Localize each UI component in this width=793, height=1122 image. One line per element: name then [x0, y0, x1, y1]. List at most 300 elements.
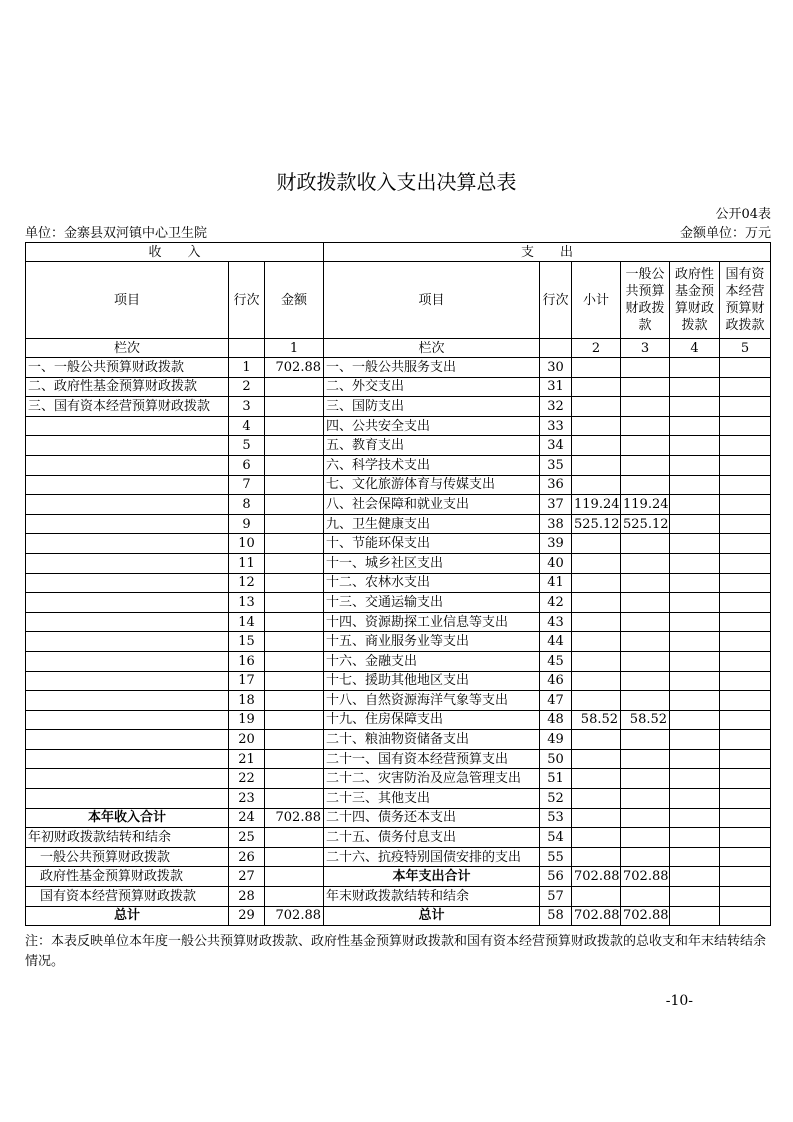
table-row [26, 553, 771, 573]
income-amount-cell [265, 397, 324, 417]
income-amount-cell [265, 612, 324, 632]
income-row-no-cell: 17 [229, 671, 265, 691]
income-row-no-cell: 24 [229, 808, 265, 828]
income-amount-cell [265, 475, 324, 495]
table-row [26, 730, 771, 750]
income-row-no-cell: 18 [229, 691, 265, 711]
general-budget-cell [621, 377, 670, 397]
budget-table [25, 242, 771, 926]
subtotal-cell: 702.88 [572, 867, 621, 887]
income-row-no-cell: 8 [229, 495, 265, 515]
gov-fund-cell [670, 808, 720, 828]
expense-row-no-cell: 40 [540, 553, 572, 573]
gov-fund-cell [670, 651, 720, 671]
income-item-cell [26, 612, 229, 632]
gov-fund-cell [670, 455, 720, 475]
state-capital-cell [720, 573, 771, 593]
expense-item-cell: 六、科学技术支出 [324, 455, 540, 475]
income-row-no-cell: 2 [229, 377, 265, 397]
income-amount-cell [265, 534, 324, 554]
expense-item-cell: 二十二、灾害防治及应急管理支出 [324, 769, 540, 789]
table-row [26, 906, 771, 926]
state-capital-cell [720, 749, 771, 769]
general-budget-cell [621, 749, 670, 769]
expense-row-no-cell: 44 [540, 632, 572, 652]
income-item-cell [26, 455, 229, 475]
state-capital-cell [720, 553, 771, 573]
table-row [26, 808, 771, 828]
income-amount-cell: 702.88 [265, 358, 324, 378]
subtotal-cell: 702.88 [572, 906, 621, 926]
expense-item-cell: 十、节能环保支出 [324, 534, 540, 554]
expense-row-no-cell: 53 [540, 808, 572, 828]
income-row-no-cell: 29 [229, 906, 265, 926]
gov-fund-cell [670, 475, 720, 495]
expense-item-cell: 五、教育支出 [324, 436, 540, 456]
general-budget-cell [621, 593, 670, 613]
subtotal-cell [572, 358, 621, 378]
gov-fund-cell [670, 377, 720, 397]
income-item-cell [26, 436, 229, 456]
table-row [26, 828, 771, 848]
expense-item-cell: 二、外交支出 [324, 377, 540, 397]
state-capital-cell [720, 671, 771, 691]
expense-item-cell: 十七、援助其他地区支出 [324, 671, 540, 691]
table-row [26, 847, 771, 867]
col-num-1: 1 [265, 339, 324, 358]
income-row-no-cell: 14 [229, 612, 265, 632]
general-budget-cell [621, 358, 670, 378]
page-title: 财政拨款收入支出决算总表 [276, 170, 517, 194]
state-capital-cell [720, 514, 771, 534]
table-row [26, 789, 771, 809]
income-amount-cell [265, 416, 324, 436]
income-item-cell: 一般公共预算财政拨款 [26, 847, 229, 867]
subtotal-cell [572, 573, 621, 593]
state-capital-cell [720, 828, 771, 848]
income-row-no-cell: 11 [229, 553, 265, 573]
income-item-cell [26, 573, 229, 593]
gov-fund-cell [670, 730, 720, 750]
gov-fund-cell [670, 867, 720, 887]
table-row [26, 671, 771, 691]
expense-row-no-cell: 36 [540, 475, 572, 495]
expense-row-no-cell: 57 [540, 887, 572, 907]
expense-item-cell: 二十五、债务付息支出 [324, 828, 540, 848]
income-row-no-cell: 9 [229, 514, 265, 534]
table-row [26, 612, 771, 632]
subtotal-cell [572, 828, 621, 848]
expense-row-no-cell: 43 [540, 612, 572, 632]
income-item-cell [26, 769, 229, 789]
income-row-no-cell: 28 [229, 887, 265, 907]
income-amount-cell [265, 887, 324, 907]
gov-fund-cell [670, 436, 720, 456]
state-capital-cell [720, 495, 771, 515]
unit-label: 单位：金寨县双河镇中心卫生院 [25, 226, 208, 241]
state-capital-cell [720, 847, 771, 867]
general-budget-cell: 119.24 [621, 495, 670, 515]
income-amount-cell [265, 651, 324, 671]
income-row-no-cell: 7 [229, 475, 265, 495]
state-capital-cell [720, 769, 771, 789]
income-amount-cell [265, 377, 324, 397]
gov-fund-cell [670, 789, 720, 809]
income-row-no-cell: 3 [229, 397, 265, 417]
gov-fund-cell [670, 749, 720, 769]
income-row-no-cell: 20 [229, 730, 265, 750]
expense-row-no-cell: 41 [540, 573, 572, 593]
expense-row-no-cell: 51 [540, 769, 572, 789]
gov-fund-cell [670, 710, 720, 730]
income-amount-cell [265, 749, 324, 769]
income-row-no-cell: 4 [229, 416, 265, 436]
expense-item-cell: 八、社会保障和就业支出 [324, 495, 540, 515]
state-capital-cell [720, 475, 771, 495]
state-capital-cell [720, 867, 771, 887]
income-row-no-cell: 23 [229, 789, 265, 809]
state-capital-cell [720, 651, 771, 671]
expense-item-cell: 十六、金融支出 [324, 651, 540, 671]
income-row-no-cell: 13 [229, 593, 265, 613]
gov-fund-header: 政府性基金预算财政拨款 [670, 262, 720, 339]
income-row-no-cell: 27 [229, 867, 265, 887]
empty-cell [540, 339, 572, 358]
income-item-cell [26, 671, 229, 691]
income-amount-cell [265, 455, 324, 475]
general-budget-cell [621, 691, 670, 711]
state-capital-cell [720, 906, 771, 926]
income-amount-cell [265, 573, 324, 593]
expense-row-no-cell: 45 [540, 651, 572, 671]
subtotal-cell [572, 377, 621, 397]
income-amount-cell [265, 769, 324, 789]
expense-item-cell: 十三、交通运输支出 [324, 593, 540, 613]
gov-fund-cell [670, 553, 720, 573]
gov-fund-cell [670, 514, 720, 534]
subtotal-cell [572, 455, 621, 475]
expense-row-no-cell: 50 [540, 749, 572, 769]
income-row-no-cell: 10 [229, 534, 265, 554]
expense-row-no-cell: 54 [540, 828, 572, 848]
general-budget-cell [621, 553, 670, 573]
subtotal-cell [572, 808, 621, 828]
income-item-cell [26, 691, 229, 711]
income-amount-cell [265, 495, 324, 515]
expense-row-no-cell: 49 [540, 730, 572, 750]
expense-item-cell: 二十一、国有资本经营预算支出 [324, 749, 540, 769]
expense-row-no-cell: 39 [540, 534, 572, 554]
table-row [26, 475, 771, 495]
gov-fund-cell [670, 691, 720, 711]
income-amount-cell [265, 436, 324, 456]
subtotal-cell [572, 416, 621, 436]
income-row-no-header: 行次 [229, 262, 265, 339]
expense-item-cell: 三、国防支出 [324, 397, 540, 417]
gov-fund-cell [670, 573, 720, 593]
gov-fund-cell [670, 534, 720, 554]
form-number: 公开04表 [715, 207, 771, 222]
general-budget-cell [621, 769, 670, 789]
table-row [26, 769, 771, 789]
income-item-cell: 国有资本经营预算财政拨款 [26, 887, 229, 907]
expense-row-no-header: 行次 [540, 262, 572, 339]
expense-item-cell: 本年支出合计 [324, 867, 540, 887]
expense-row-no-cell: 52 [540, 789, 572, 809]
income-amount-cell [265, 632, 324, 652]
income-item-cell [26, 514, 229, 534]
state-capital-cell [720, 730, 771, 750]
income-item-cell: 二、政府性基金预算财政拨款 [26, 377, 229, 397]
income-amount-cell [265, 789, 324, 809]
expense-item-cell: 十八、自然资源海洋气象等支出 [324, 691, 540, 711]
income-item-cell: 一、一般公共预算财政拨款 [26, 358, 229, 378]
income-item-cell: 总计 [26, 906, 229, 926]
subtotal-cell [572, 593, 621, 613]
expense-col-label: 栏次 [324, 339, 540, 358]
income-amount-cell [265, 671, 324, 691]
state-capital-cell [720, 416, 771, 436]
state-capital-cell [720, 455, 771, 475]
page-number: -10- [665, 993, 693, 1009]
gov-fund-cell [670, 397, 720, 417]
subtotal-cell [572, 887, 621, 907]
income-amount-cell [265, 867, 324, 887]
general-budget-cell: 525.12 [621, 514, 670, 534]
income-amount-cell [265, 828, 324, 848]
subtotal-cell [572, 612, 621, 632]
income-row-no-cell: 5 [229, 436, 265, 456]
expense-row-no-cell: 58 [540, 906, 572, 926]
expense-item-cell: 总计 [324, 906, 540, 926]
income-item-cell [26, 730, 229, 750]
table-row [26, 573, 771, 593]
income-item-cell: 政府性基金预算财政拨款 [26, 867, 229, 887]
expense-item-cell: 十四、资源勘探工业信息等支出 [324, 612, 540, 632]
income-row-no-cell: 21 [229, 749, 265, 769]
subtotal-cell: 525.12 [572, 514, 621, 534]
income-item-cell [26, 710, 229, 730]
state-capital-cell [720, 358, 771, 378]
footnote: 注：本表反映单位本年度一般公共预算财政拨款、政府性基金预算财政拨款和国有资本经营预算财政拨款的总收支和年末结转结余情况。 [25, 934, 767, 969]
general-budget-cell [621, 436, 670, 456]
col-num-5: 5 [720, 339, 771, 358]
general-budget-cell [621, 887, 670, 907]
expense-item-cell: 十一、城乡社区支出 [324, 553, 540, 573]
income-item-cell [26, 534, 229, 554]
table-row [26, 632, 771, 652]
expense-row-no-cell: 30 [540, 358, 572, 378]
income-item-cell [26, 416, 229, 436]
gov-fund-cell [670, 358, 720, 378]
state-capital-cell [720, 632, 771, 652]
general-budget-cell [621, 573, 670, 593]
income-item-header: 项目 [26, 262, 229, 339]
general-budget-cell [621, 612, 670, 632]
income-row-no-cell: 6 [229, 455, 265, 475]
income-row-no-cell: 19 [229, 710, 265, 730]
income-item-cell [26, 553, 229, 573]
subtotal-cell: 119.24 [572, 495, 621, 515]
expense-item-cell: 九、卫生健康支出 [324, 514, 540, 534]
gov-fund-cell [670, 828, 720, 848]
subtotal-cell [572, 436, 621, 456]
general-budget-cell [621, 416, 670, 436]
expense-item-cell: 二十三、其他支出 [324, 789, 540, 809]
expense-item-cell: 十九、住房保障支出 [324, 710, 540, 730]
table-row [26, 534, 771, 554]
gov-fund-cell [670, 906, 720, 926]
subtotal-cell [572, 749, 621, 769]
gov-fund-cell [670, 593, 720, 613]
general-budget-cell [621, 828, 670, 848]
income-item-cell [26, 789, 229, 809]
gov-fund-cell [670, 671, 720, 691]
income-amount-cell: 702.88 [265, 906, 324, 926]
income-amount-cell [265, 553, 324, 573]
general-budget-cell [621, 534, 670, 554]
general-budget-cell: 702.88 [621, 867, 670, 887]
col-num-3: 3 [621, 339, 670, 358]
subtotal-header: 小计 [572, 262, 621, 339]
income-amount-cell [265, 710, 324, 730]
state-capital-cell [720, 593, 771, 613]
expense-row-no-cell: 48 [540, 710, 572, 730]
general-budget-cell [621, 397, 670, 417]
expense-row-no-cell: 35 [540, 455, 572, 475]
general-budget-cell [621, 475, 670, 495]
subtotal-cell [572, 397, 621, 417]
expense-row-no-cell: 32 [540, 397, 572, 417]
general-budget-cell [621, 651, 670, 671]
income-item-cell [26, 475, 229, 495]
table-row [26, 651, 771, 671]
table-row [26, 710, 771, 730]
subtotal-cell [572, 847, 621, 867]
subtotal-cell [572, 671, 621, 691]
income-item-cell [26, 632, 229, 652]
income-col-label: 栏次 [26, 339, 229, 358]
expense-row-no-cell: 55 [540, 847, 572, 867]
expense-row-no-cell: 34 [540, 436, 572, 456]
general-budget-cell [621, 789, 670, 809]
income-amount-cell [265, 730, 324, 750]
expense-item-cell: 十五、商业服务业等支出 [324, 632, 540, 652]
income-amount-header: 金额 [265, 262, 324, 339]
table-row [26, 867, 771, 887]
expense-item-cell: 年末财政拨款结转和结余 [324, 887, 540, 907]
income-item-cell [26, 495, 229, 515]
income-item-cell [26, 593, 229, 613]
subtotal-cell [572, 651, 621, 671]
general-budget-header: 一般公共预算财政拨款 [621, 262, 670, 339]
amount-unit-label: 金额单位：万元 [679, 226, 771, 241]
expense-row-no-cell: 56 [540, 867, 572, 887]
state-capital-cell [720, 377, 771, 397]
general-budget-cell [621, 632, 670, 652]
income-amount-cell: 702.88 [265, 808, 324, 828]
subtotal-cell: 58.52 [572, 710, 621, 730]
gov-fund-cell [670, 887, 720, 907]
income-item-cell: 三、国有资本经营预算财政拨款 [26, 397, 229, 417]
gov-fund-cell [670, 612, 720, 632]
gov-fund-cell [670, 769, 720, 789]
state-capital-cell [720, 808, 771, 828]
gov-fund-cell [670, 495, 720, 515]
expense-row-no-cell: 31 [540, 377, 572, 397]
general-budget-cell [621, 808, 670, 828]
state-capital-cell [720, 534, 771, 554]
subtotal-cell [572, 553, 621, 573]
state-capital-cell [720, 789, 771, 809]
expense-item-cell: 二十六、抗疫特别国债安排的支出 [324, 847, 540, 867]
general-budget-cell: 702.88 [621, 906, 670, 926]
income-amount-cell [265, 514, 324, 534]
general-budget-cell [621, 847, 670, 867]
income-amount-cell [265, 691, 324, 711]
table-row [26, 887, 771, 907]
state-capital-cell [720, 710, 771, 730]
expense-item-cell: 一、一般公共服务支出 [324, 358, 540, 378]
table-row [26, 691, 771, 711]
gov-fund-cell [670, 416, 720, 436]
table-row [26, 436, 771, 456]
state-capital-cell [720, 887, 771, 907]
income-row-no-cell: 16 [229, 651, 265, 671]
expense-item-cell: 二十四、债务还本支出 [324, 808, 540, 828]
general-budget-cell [621, 671, 670, 691]
income-row-no-cell: 15 [229, 632, 265, 652]
col-num-2: 2 [572, 339, 621, 358]
income-item-cell: 本年收入合计 [26, 808, 229, 828]
expense-item-cell: 七、文化旅游体育与传媒支出 [324, 475, 540, 495]
table-row [26, 397, 771, 417]
state-capital-cell [720, 397, 771, 417]
table-row [26, 455, 771, 475]
income-row-no-cell: 1 [229, 358, 265, 378]
table-row [26, 749, 771, 769]
table-row [26, 377, 771, 397]
table-row [26, 593, 771, 613]
general-budget-cell: 58.52 [621, 710, 670, 730]
state-capital-cell [720, 612, 771, 632]
income-item-cell [26, 651, 229, 671]
subtotal-cell [572, 691, 621, 711]
table-row [26, 514, 771, 534]
income-row-no-cell: 22 [229, 769, 265, 789]
subtotal-cell [572, 534, 621, 554]
expense-row-no-cell: 37 [540, 495, 572, 515]
general-budget-cell [621, 455, 670, 475]
empty-cell [229, 339, 265, 358]
income-amount-cell [265, 847, 324, 867]
income-item-cell: 年初财政拨款结转和结余 [26, 828, 229, 848]
subtotal-cell [572, 730, 621, 750]
gov-fund-cell [670, 632, 720, 652]
col-num-4: 4 [670, 339, 720, 358]
income-row-no-cell: 25 [229, 828, 265, 848]
income-item-cell [26, 749, 229, 769]
income-row-no-cell: 12 [229, 573, 265, 593]
table-row [26, 358, 771, 378]
income-header: 收 入 [26, 243, 324, 262]
state-capital-header: 国有资本经营预算财政拨款 [720, 262, 771, 339]
expense-header: 支 出 [324, 243, 771, 262]
expense-row-no-cell: 42 [540, 593, 572, 613]
gov-fund-cell [670, 847, 720, 867]
state-capital-cell [720, 436, 771, 456]
expense-row-no-cell: 46 [540, 671, 572, 691]
